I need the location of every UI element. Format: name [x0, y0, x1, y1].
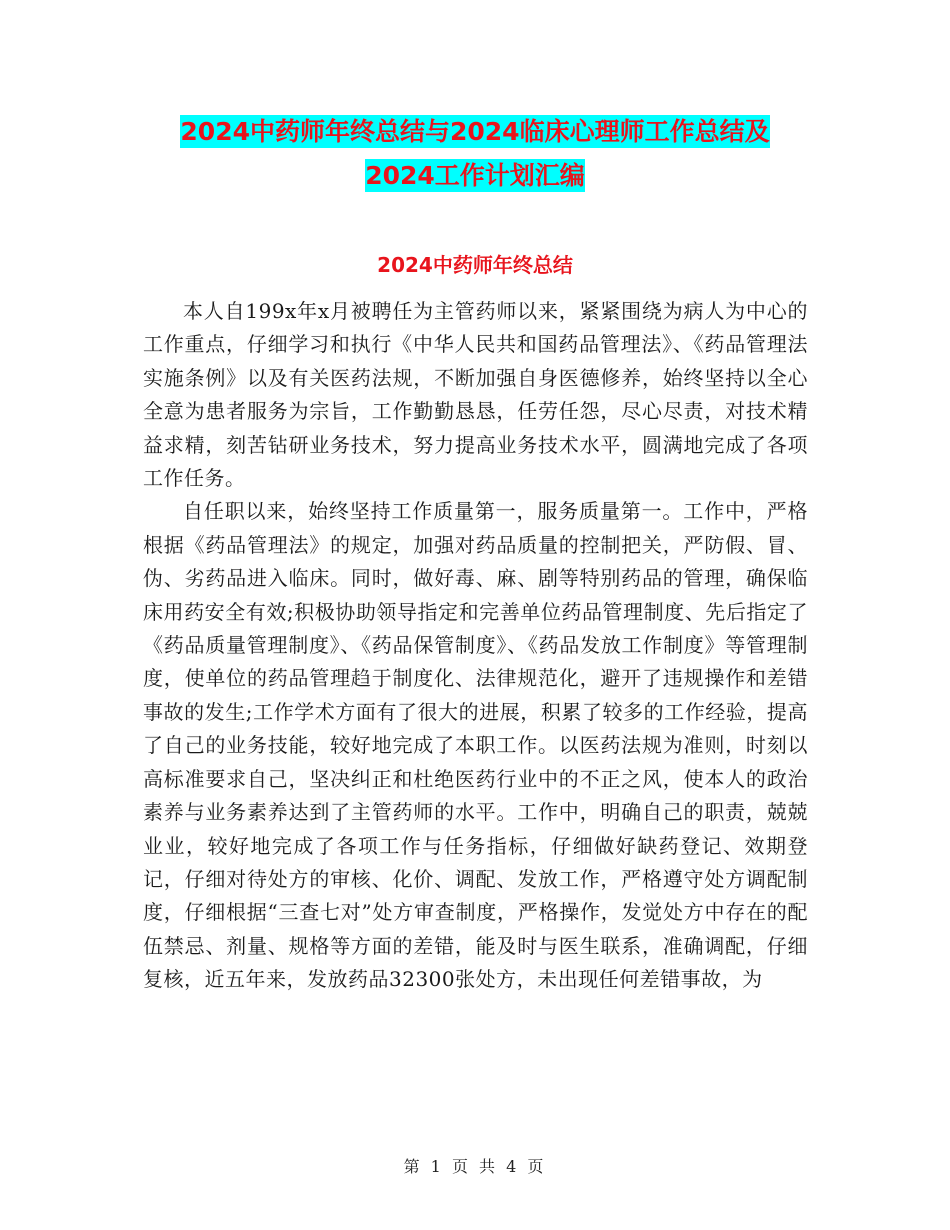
section-title: 2024中药师年终总结 [377, 253, 573, 277]
page-footer: 第 1 页 共 4 页 [403, 1157, 547, 1176]
document-title [0, 110, 950, 198]
document-body [143, 295, 808, 997]
document-title-line2: 2024工作计划汇编 [365, 161, 585, 190]
document-title-line1: 2024中药师年终总结与2024临床心理师工作总结及 [180, 117, 770, 146]
paragraph-2: 自任职以来，始终坚持工作质量第一，服务质量第一。工作中，严格根据《药品管理法》的规定，加强对药品质量的控制把关，严防假、冒、伪、劣药品进入临床。同时，做好毒、麻、剧等特别药品的管理，确保临床用药安全有效;积极协助领导指定和完善单位药品管理制度、先后指定了《药品质量管理制度》、《药品保管制度》、《药品发放工作制度》等管理制度，使单位的药品管理趋于制度化、法律规范化，避开了违规操作和差错事故的发生;工作学术方面有了很大的进展，积累了较多的工作经验，提高了自己的业务技能，较好地完成了本职工作。以医药法规为准则，时刻以高标准要求自己，坚决纠正和杜绝医药行业中的不正之风，使本人的政治素养与业务素养达到了主管药师的水平。工作中，明确自己的职责，兢兢业业，较好地完成了各项工作与任务指标，仔细做好缺药登记、效期登记，仔细对待处方的审核、化价、调配、发放工作，严格遵守处方调配制度，仔细根据“三查七对”处方审查制度，严格操作，发觉处方中存在的配伍禁忌、剂量、规格等方面的差错，能及时与医生联系，准确调配，仔细复核，近五年来，发放药品32300张处方，未出现任何差错事故，为 [143, 499, 808, 992]
paragraph-1: 本人自199x年x月被聘任为主管药师以来，紧紧围绕为病人为中心的工作重点，仔细学习和执行《中华人民共和国药品管理法》、《药品管理法实施条例》以及有关医药法规，不断加强自身医德修养，始终坚持以全心全意为患者服务为宗旨，工作勤勤恳恳，任劳任怨，尽心尽责，对技术精益求精，刻苦钻研业务技术，努力提高业务技术水平，圆满地完成了各项工作任务。 [143, 299, 808, 491]
